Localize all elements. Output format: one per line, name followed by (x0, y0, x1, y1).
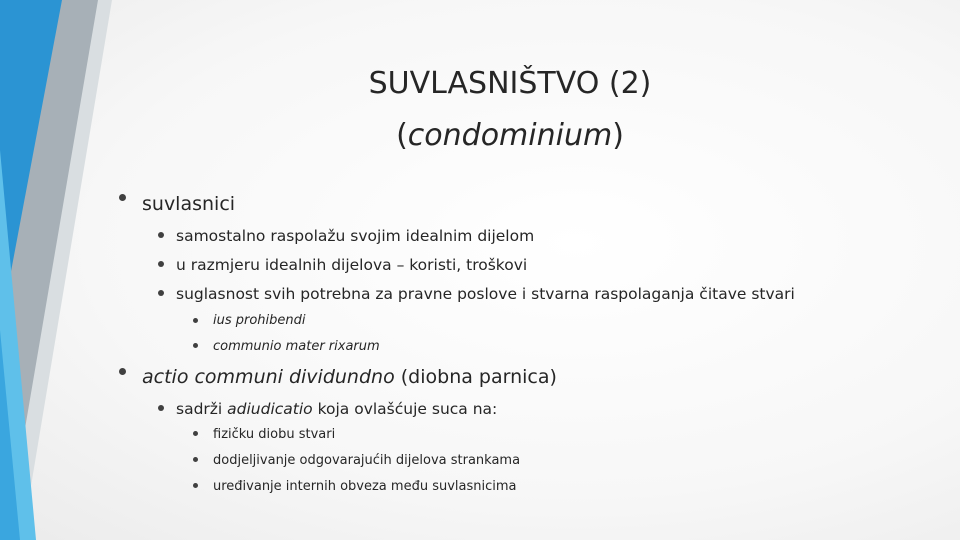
actio-italic: actio communi dividundno (142, 366, 395, 388)
sub-sub-bullet-ius: ius prohibendi (213, 313, 306, 328)
bullet-dot (193, 483, 198, 488)
bullet-dot (193, 431, 198, 436)
adiudicatio-italic: adiudicatio (227, 400, 313, 418)
title-line-1: SUVLASNIŠTVO (2) (368, 66, 652, 101)
sub-bullet-sadrzi: sadrži adiudicatio koja ovlašćuje suca na: (176, 400, 498, 418)
bullet-dot (158, 261, 164, 267)
bullet-dot (119, 368, 126, 375)
sub-sub-bullet-dodjeljivanje: dodjeljivanje odgovarajućih dijelova strankama (213, 453, 521, 468)
bullet-dot (119, 194, 126, 201)
bullet-dot (158, 290, 164, 296)
bullet-actio (142, 366, 557, 388)
sub-bullet-1: samostalno raspolažu svojim idealnim dijelom (176, 227, 535, 245)
bullet-dot (193, 343, 198, 348)
bullet-dot (193, 457, 198, 462)
sub-sub-bullet-uredivanje: uređivanje internih obveza među suvlasnicima (213, 479, 517, 494)
bullet-suvlasnici: suvlasnici (142, 193, 236, 215)
sub-sub-bullet-communio: communio mater rixarum (213, 339, 380, 354)
title-line-2: (condominium) (396, 118, 624, 153)
title-italic-term: condominium (407, 118, 613, 153)
sub-sub-bullet-dioba: fizičku diobu stvari (213, 427, 336, 442)
actio-rest: (diobna parnica) (394, 366, 557, 388)
bullet-dot (158, 405, 164, 411)
bullet-dot (193, 318, 198, 323)
sub-bullet-3: suglasnost svih potrebna za pravne poslove i stvarna raspolaganja čitave stvari (176, 285, 795, 303)
sub-bullet-2: u razmjeru idealnih dijelova – koristi, troškovi (176, 256, 528, 274)
bullet-dot (158, 232, 164, 238)
